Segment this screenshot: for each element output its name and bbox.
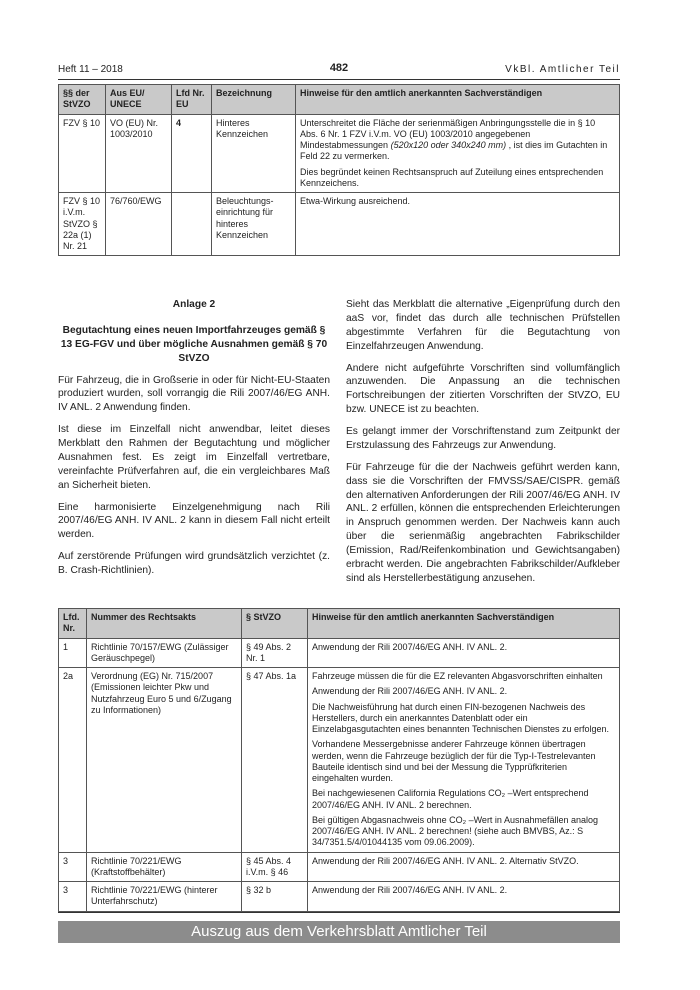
body-paragraph: Sieht das Merkblatt die alternative „Eigenprüfung durch den aaS vor, findet das durch alle technischen Prüfstellen abgestimmte Verfahren für die Begutachtung von Einzelfahrzeugen Anwendung. bbox=[346, 299, 620, 352]
col-header-eu: Aus EU/ UNECE bbox=[106, 85, 172, 115]
col-header-nr: Lfd. Nr. bbox=[59, 609, 87, 639]
table-header-row bbox=[59, 85, 620, 115]
hinweis-paragraph: Anwendung der Rili 2007/46/EG ANH. IV ANL. 2. bbox=[312, 641, 508, 652]
cell-eu: VO (EU) Nr. 1003/2010 bbox=[106, 114, 172, 193]
cell-nr: 3 bbox=[59, 882, 87, 912]
cell-rechtsakt: Richtlinie 70/221/EWG (hinterer Unterfahrschutz) bbox=[87, 882, 242, 912]
body-paragraph: Ist diese im Einzelfall nicht anwendbar, leitet dieses Merkblatt den Rahmen der Begutachtung und möglicher Ausnahmen fest. Es zeigt im Einzelfall vertretbare, vereinfachte Prüfverfahren auf, die ein vergleichbares Maß an Sicherheit bieten. bbox=[58, 424, 330, 491]
header-rule bbox=[58, 79, 620, 80]
cell-eu: 76/760/EWG bbox=[106, 193, 172, 256]
hinweis-text: Unterschreitet die Fläche der serienmäßigen Anbringungsstelle die in § 10 Abs. 6 Nr. 1 FZV i.V.m. VO (EU) 1003/2010 angegebenen Mindestabmessungen bbox=[300, 117, 596, 150]
hinweis-paragraph: Fahrzeuge müssen die für die EZ relevanten Abgasvorschriften einhalten bbox=[312, 671, 603, 681]
cell-hinweise bbox=[308, 638, 620, 668]
cell-stvzo: FZV § 10 i.V.m. StVZO § 22a (1) Nr. 21 bbox=[59, 193, 106, 256]
cell-bezeichnung: Hinteres Kennzeichen bbox=[212, 114, 296, 193]
hinweis-paragraph: Dies begründet keinen Rechtsanspruch auf Zuteilung eines entsprechenden Kennzeichens. bbox=[300, 166, 604, 188]
cell-hinweise bbox=[308, 852, 620, 882]
cell-nr: 2a bbox=[59, 668, 87, 853]
cell-bezeichnung: Beleuchtungs-einrichtung für hinteres Kennzeichen bbox=[212, 193, 296, 256]
footer-rule bbox=[58, 912, 620, 913]
legal-act-table bbox=[58, 608, 620, 912]
body-paragraph: Es gelangt immer der Vorschriftenstand zum Zeitpunkt der Erstzulassung des Fahrzeugs zur Anwendung. bbox=[346, 426, 620, 451]
cell-stvzo: FZV § 10 bbox=[59, 114, 106, 193]
text-column-right bbox=[346, 298, 620, 594]
body-paragraph: Andere nicht aufgeführte Vorschriften sind vollumfänglich anzuwenden. Die Anpassung an die technischen Fortschreibungen der zitierten Vorschriften der StVZO, EU bzw. UNECE ist zu beachten. bbox=[346, 362, 620, 416]
cell-stvzo: § 47 Abs. 1a bbox=[242, 668, 308, 853]
cell-nr: 1 bbox=[59, 638, 87, 668]
table-row bbox=[59, 193, 620, 256]
table-row bbox=[59, 638, 620, 668]
col-header-stvzo: § StVZO bbox=[242, 609, 308, 639]
vehicle-regulation-table bbox=[58, 84, 620, 256]
hinweis-paragraph: Anwendung der Rili 2007/46/EG ANH. IV ANL. 2. bbox=[312, 885, 508, 895]
table-row bbox=[59, 852, 620, 882]
cell-hinweise: Etwa-Wirkung ausreichend. bbox=[296, 193, 620, 256]
cell-rechtsakt: Richtlinie 70/221/EWG (Kraftstoffbehälter) bbox=[87, 852, 242, 882]
page-number: 482 bbox=[329, 62, 349, 74]
hinweis-paragraph: Anwendung der Rili 2007/46/EG ANH. IV ANL. 2. bbox=[312, 686, 508, 697]
body-paragraph: Für Fahrzeug, die in Großserie in oder für Nicht-EU-Staaten produziert wurden, soll vorrangig die Rili 2007/46/EG ANH. IV ANL. 2 Anwendung finden. bbox=[58, 374, 330, 414]
cell-stvzo: § 45 Abs. 4 i.V.m. § 46 bbox=[242, 852, 308, 882]
cell-stvzo: § 32 b bbox=[242, 882, 308, 912]
cell-hinweise bbox=[308, 668, 620, 853]
body-paragraph: Auf zerstörende Prüfungen wird grundsätzlich verzichtet (z. B. Crash-Richtlinien). bbox=[58, 551, 330, 576]
hinweis-paragraph: Vorhandene Messergebnisse anderer Fahrzeuge können übertragen werden, wenn die Fahrzeuge bezüglich der für die Typ-I-Testrelevanten Bauteile identisch sind und bei der Messung die Typprüfkriterien eingehalten wurden. bbox=[312, 739, 596, 783]
table-row bbox=[59, 668, 620, 853]
anlage-subtitle: Begutachtung eines neuen Importfahrzeuges gemäß § 13 EG-FGV und über mögliche Ausnahmen gemäß § 70 StVZO bbox=[60, 324, 328, 364]
body-paragraph: Für Fahrzeuge für die der Nachweis geführt werden kann, dass sie die Vorschriften der FMVSS/SAE/CISPR. gemäß den alternativen Anforderungen der Rili 2007/46/EG ANH. IV ANL. 2 erfüllen, können die entsprechenden Erleichterungen in Anspruch genommen werden. Der Nachweis kann auch über die serienmäßig angebrachten Fabrikschilder (Emission, Rad/Reifenkombination und Gewichtsangaben) erbracht werden. Die angebrachten Fabrikschilder/Aufkleber sind als Herstellerbestätigung anzusehen. bbox=[346, 461, 620, 584]
cell-rechtsakt: Richtlinie 70/157/EWG (Zulässiger Geräuschpegel) bbox=[87, 638, 242, 668]
cell-lfd bbox=[172, 193, 212, 256]
cell-nr: 3 bbox=[59, 852, 87, 882]
table-row bbox=[59, 882, 620, 912]
table-header-row bbox=[59, 609, 620, 639]
table-row bbox=[59, 114, 620, 193]
hinweis-paragraph bbox=[300, 118, 615, 163]
col-header-hinweise: Hinweise für den amtlich anerkannten Sachverständigen bbox=[296, 85, 620, 115]
hinweis-paragraph: Bei nachgewiesenen California Regulations CO₂ –Wert entsprechend 2007/46/EG ANH. IV ANL. 2 berechnen. bbox=[312, 788, 589, 810]
anlage-title: Anlage 2 bbox=[172, 299, 216, 310]
cell-hinweise bbox=[296, 114, 620, 193]
cell-stvzo: § 49 Abs. 2 Nr. 1 bbox=[242, 638, 308, 668]
hinweis-paragraph: Die Nachweisführung hat durch einen FIN-bezogenen Nachweis des Herstellers, durch ein anerkanntes Datenblatt oder ein Einzelabgasgutachten eines benannten Technischen Dienstes zu erfolgen. bbox=[312, 701, 610, 734]
cell-lfd: 4 bbox=[172, 114, 212, 193]
text-column-left bbox=[58, 298, 330, 586]
hinweis-paragraph: Anwendung der Rili 2007/46/EG ANH. IV ANL. 2. Alternativ StVZO. bbox=[312, 855, 579, 866]
hinweis-paragraph: Bei gültigen Abgasnachweis ohne CO₂ –Wert in Ausnahmefällen analog 2007/46/EG ANH. IV ANL. 2 berechnen! (siehe auch BMVBS, Az.: S 34/7351.5/4/01044135 vom 09.06.2009). bbox=[312, 814, 599, 848]
issue-label: Heft 11 – 2018 bbox=[58, 64, 123, 75]
page-header bbox=[58, 62, 620, 78]
body-paragraph: Eine harmonisierte Einzelgenehmigung nach Rili 2007/46/EG ANH. IV ANL. 2 kann in diesem Fall nicht erteilt werden. bbox=[58, 501, 330, 541]
hinweis-text: , ist dies im Gutachten in Feld 22 zu vermerken. bbox=[300, 140, 608, 162]
cell-hinweise bbox=[308, 882, 620, 912]
col-header-bezeichnung: Bezeichnung bbox=[212, 85, 296, 115]
col-header-lfd: Lfd Nr. EU bbox=[172, 85, 212, 115]
publication-name: VkBl. Amtlicher Teil bbox=[505, 64, 620, 75]
footer-banner: Auszug aus dem Verkehrsblatt Amtlicher Teil bbox=[58, 921, 620, 943]
col-header-rechtsakt: Nummer des Rechtsakts bbox=[87, 609, 242, 639]
cell-rechtsakt: Verordnung (EG) Nr. 715/2007 (Emissionen leichter Pkw und Nutzfahrzeug Euro 5 und 6/Zugang zu Informationen) bbox=[87, 668, 242, 853]
col-header-stvzo: §§ der StVZO bbox=[59, 85, 106, 115]
col-header-hinweise: Hinweise für den amtlich anerkannten Sachverständigen bbox=[308, 609, 620, 639]
hinweis-dimensions: (520x120 oder 340x240 mm) bbox=[390, 140, 507, 150]
